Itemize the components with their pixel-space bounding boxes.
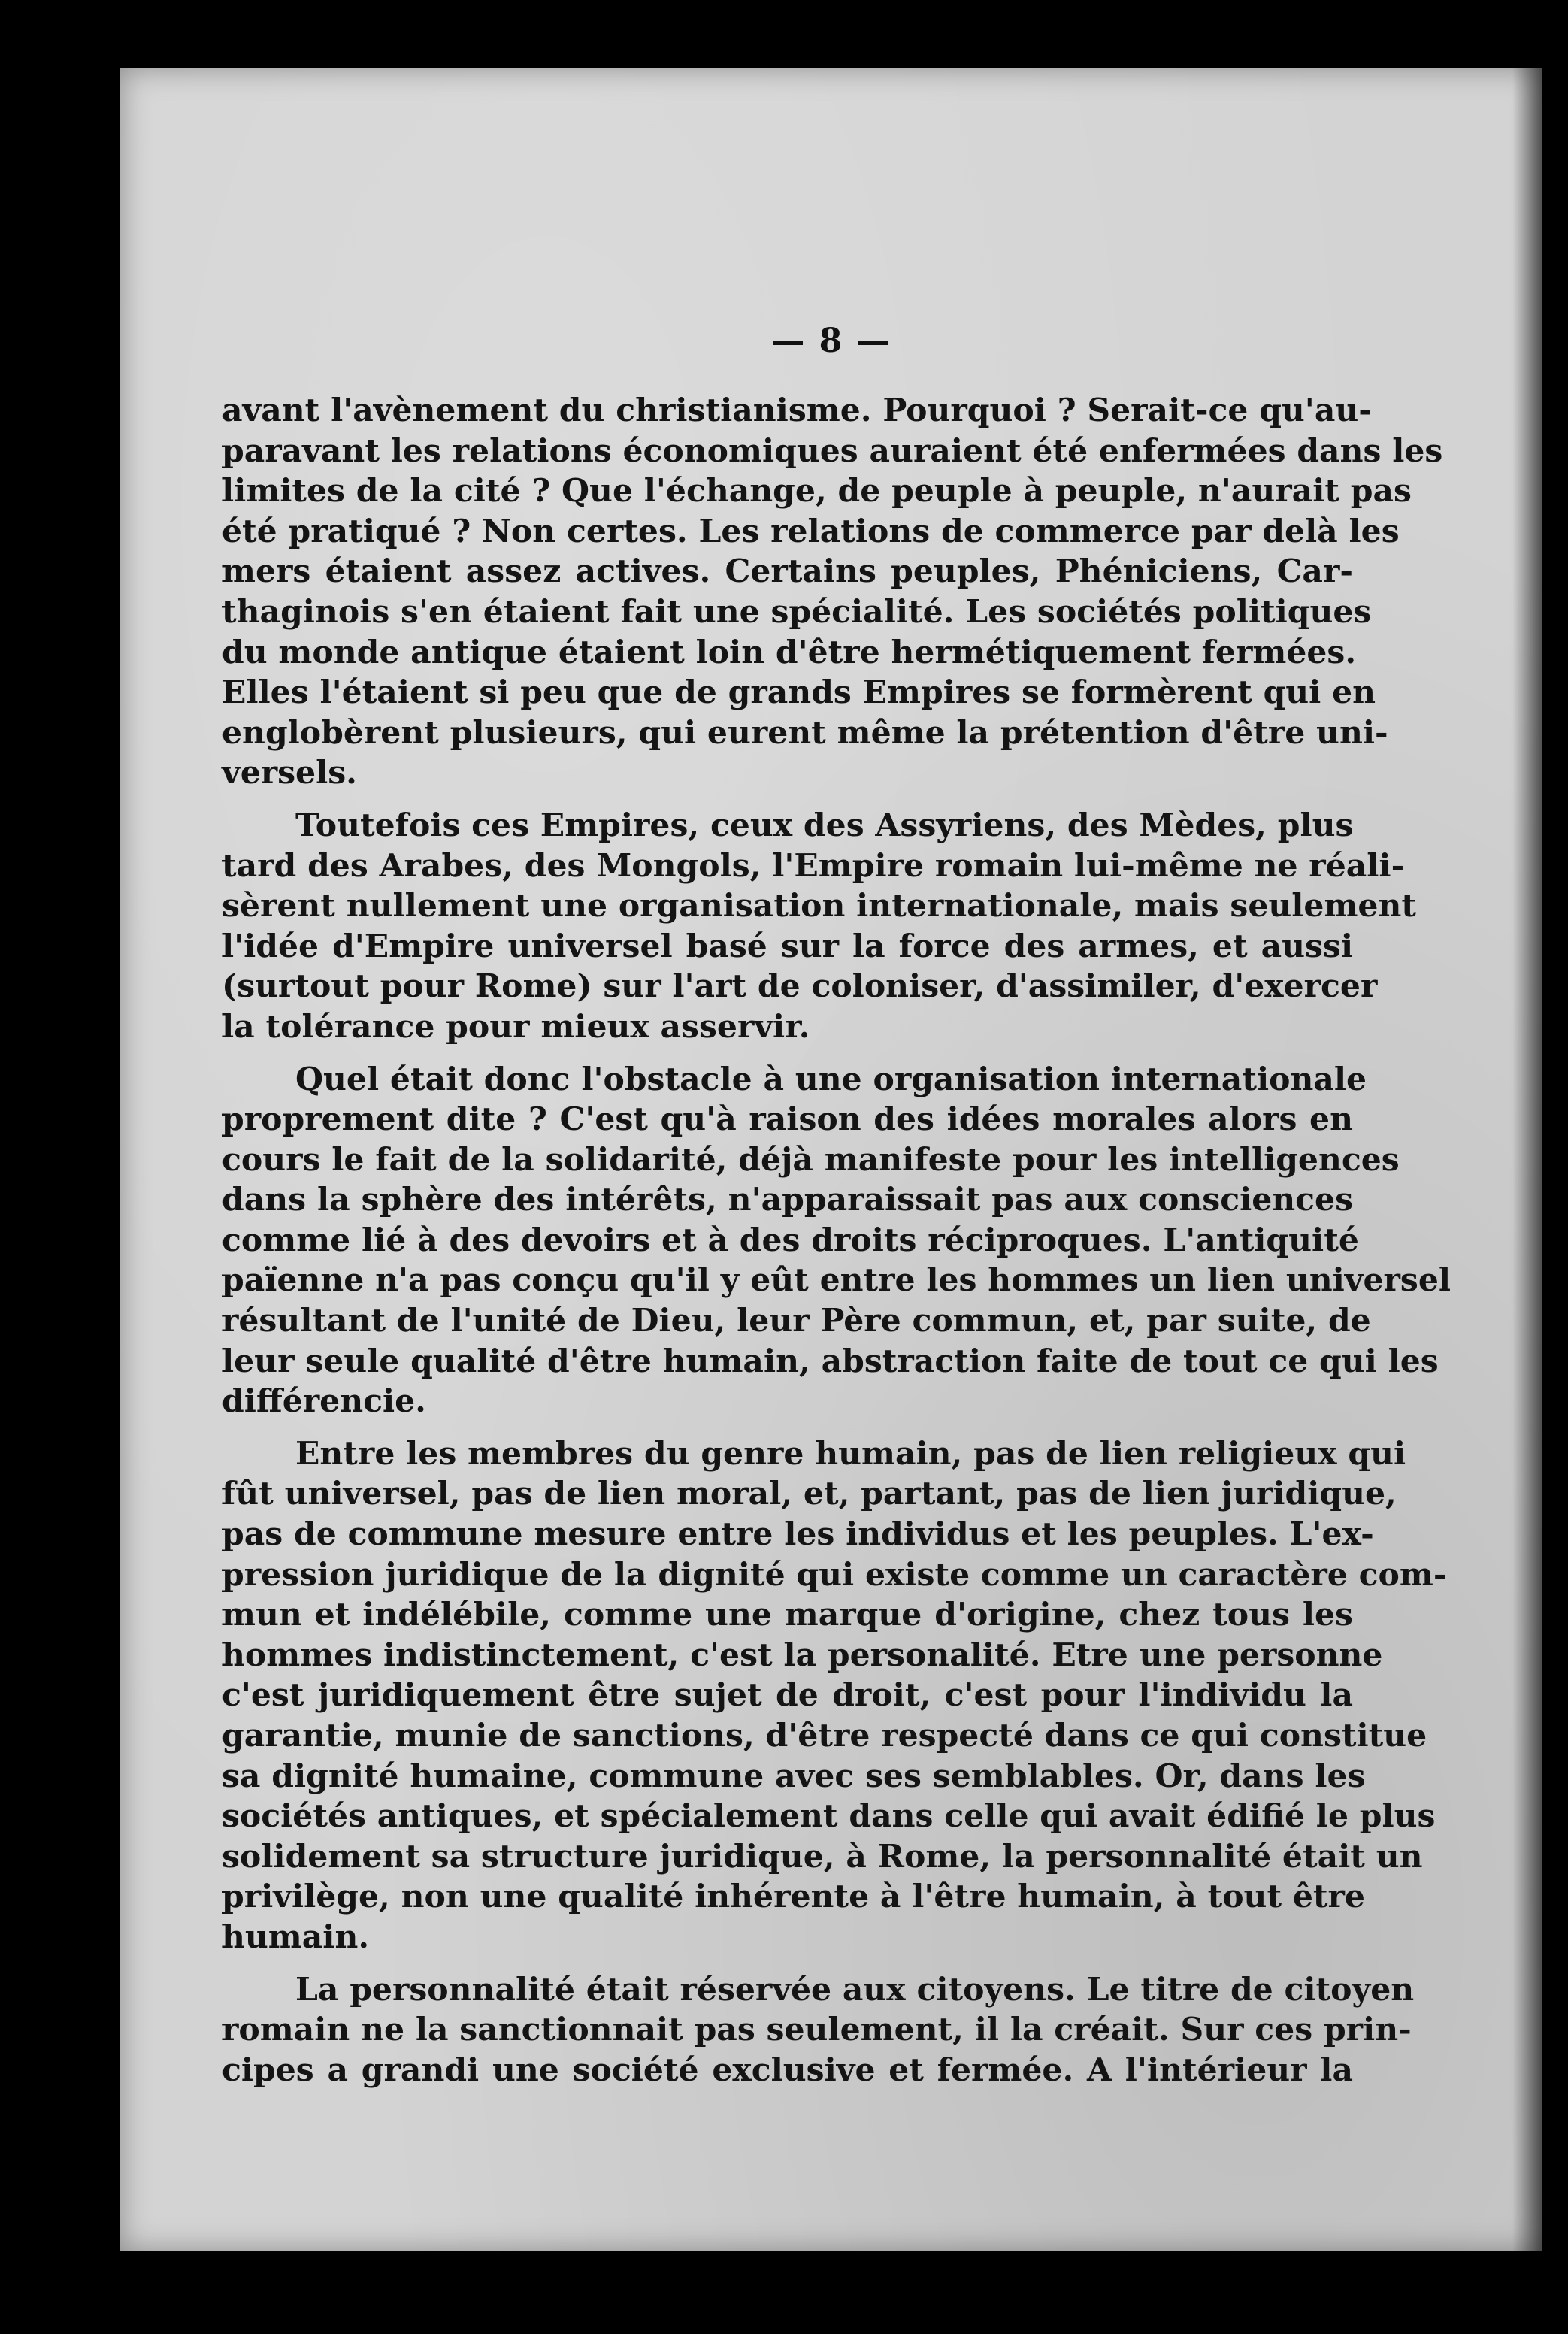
- text-line: l'idée d'Empire universel basé sur la force des armes, et aussi: [222, 927, 1353, 965]
- text-line: proprement dite ? C'est qu'à raison des idées morales alors en: [222, 1100, 1353, 1139]
- text-line: la tolérance pour mieux asservir.: [222, 1007, 810, 1046]
- page-edge-shadow: [1512, 68, 1542, 2251]
- text-line: dans la sphère des intérêts, n'apparaissait pas aux consciences: [222, 1181, 1353, 1219]
- text-line: versels.: [222, 754, 357, 792]
- text-line: comme lié à des devoirs et à des droits réciproques. L'antiquité: [222, 1221, 1359, 1259]
- text-line: du monde antique étaient loin d'être hermétiquement fermées.: [222, 633, 1357, 671]
- text-line: Quel était donc l'obstacle à une organisation internationale: [295, 1060, 1367, 1098]
- text-line: Entre les membres du genre humain, pas de lien religieux qui: [295, 1434, 1406, 1473]
- body-text: [222, 391, 1451, 2102]
- text-line: pas de commune mesure entre les individus et les peuples. L'ex-: [222, 1515, 1374, 1554]
- paragraph-4: [222, 1434, 1447, 1958]
- paragraph-5: [222, 1970, 1415, 2091]
- text-line: romain ne la sanctionnait pas seulement, il la créait. Sur ces prin-: [222, 2011, 1412, 2049]
- text-line: leur seule qualité d'être humain, abstraction faite de tout ce qui les: [222, 1342, 1439, 1380]
- text-line: hommes indistinctement, c'est la personalité. Etre une personne: [222, 1636, 1383, 1674]
- text-line: païenne n'a pas conçu qu'il y eût entre les hommes un lien universel: [222, 1261, 1451, 1300]
- paragraph-2: [222, 806, 1416, 1048]
- text-line: solidement sa structure juridique, à Rome, la personnalité était un: [222, 1837, 1423, 1875]
- text-line: c'est juridiquement être sujet de droit, c'est pour l'individu la: [222, 1676, 1353, 1715]
- text-line: garantie, munie de sanctions, d'être respecté dans ce qui constitue: [222, 1717, 1427, 1754]
- text-line: paravant les relations économiques auraient été enfermées dans les: [222, 431, 1443, 470]
- text-line: été pratiqué ? Non certes. Les relations de commerce par delà les: [222, 512, 1400, 550]
- text-line: La personnalité était réservée aux citoyens. Le titre de citoyen: [295, 1970, 1415, 2009]
- text-line: Elles l'étaient si peu que de grands Empires se formèrent qui en: [222, 674, 1376, 712]
- text-line: thaginois s'en étaient fait une spécialité. Les sociétés politiques: [222, 592, 1372, 631]
- text-line: pression juridique de la dignité qui existe comme un caractère com-: [222, 1555, 1447, 1594]
- text-line: sèrent nullement une organisation internationale, mais seulement: [222, 887, 1416, 925]
- paragraph-1: [222, 391, 1443, 794]
- text-line: sociétés antiques, et spécialement dans celle qui avait édifié le plus: [222, 1797, 1436, 1836]
- text-line: mun et indélébile, comme une marque d'origine, chez tous les: [222, 1596, 1353, 1634]
- text-line: fût universel, pas de lien moral, et, partant, pas de lien juridique,: [222, 1475, 1397, 1513]
- text-line: résultant de l'unité de Dieu, leur Père commun, et, par suite, de: [222, 1302, 1371, 1340]
- text-line: sa dignité humaine, commune avec ses semblables. Or, dans les: [222, 1757, 1366, 1795]
- text-line: Toutefois ces Empires, ceux des Assyriens, des Mèdes, plus: [295, 806, 1354, 844]
- text-line: mers étaient assez actives. Certains peuples, Phéniciens, Car-: [222, 552, 1353, 591]
- page-number: — 8 —: [771, 322, 891, 360]
- text-line: cours le fait de la solidarité, déjà manifeste pour les intelligences: [222, 1140, 1400, 1179]
- text-line: tard des Arabes, des Mongols, l'Empire romain lui-même ne réali-: [222, 846, 1405, 885]
- text-line: cipes a grandi une société exclusive et fermée. A l'intérieur la: [222, 2051, 1353, 2089]
- paragraph-3: [222, 1060, 1451, 1422]
- text-line: limites de la cité ? Que l'échange, de peuple à peuple, n'aurait pas: [222, 472, 1412, 510]
- text-line: (surtout pour Rome) sur l'art de coloniser, d'assimiler, d'exercer: [222, 967, 1378, 1006]
- text-line: avant l'avènement du christianisme. Pourquoi ? Serait-ce qu'au-: [222, 392, 1372, 429]
- text-line: englobèrent plusieurs, qui eurent même la prétention d'être uni-: [222, 713, 1388, 752]
- text-line: différencie.: [222, 1382, 426, 1421]
- text-line: privilège, non une qualité inhérente à l'être humain, à tout être: [222, 1878, 1365, 1916]
- text-line: humain.: [222, 1918, 370, 1956]
